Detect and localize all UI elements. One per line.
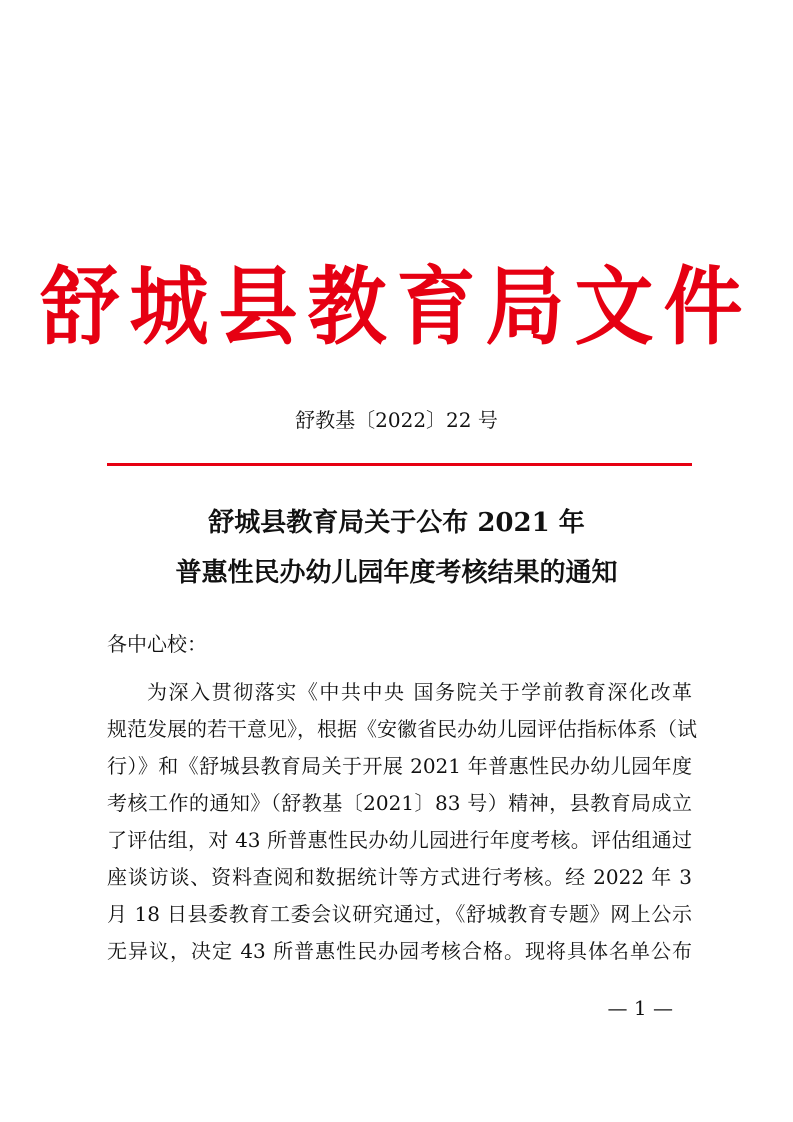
body-line: 考核工作的通知》（舒教基〔2021〕83 号）精神，县教育局成立	[107, 791, 692, 815]
body-line: 规范发展的若干意见》，根据《安徽省民办幼儿园评估指标体系（试	[107, 717, 697, 741]
document-masthead: 舒城县教育局文件	[40, 256, 753, 358]
notice-title-line-2: 普惠性民办幼儿园年度考核结果的通知	[175, 558, 618, 588]
page-number: — 1 —	[607, 996, 673, 1020]
body-line: 无异议，决定 43 所普惠性民办园考核合格。现将具体名单公布	[107, 939, 692, 963]
body-line: 了评估组，对 43 所普惠性民办幼儿园进行年度考核。评估组通过	[107, 828, 692, 852]
document-number: 舒教基〔2022〕22 号	[295, 408, 498, 432]
body-line: 为深入贯彻落实《中共中央 国务院关于学前教育深化改革	[147, 680, 692, 704]
body-line: 座谈访谈、资料查阅和数据统计等方式进行考核。经 2022 年 3	[107, 865, 692, 889]
body-line: 月 18 日县委教育工委会议研究通过，《舒城教育专题》网上公示	[107, 902, 692, 926]
salutation: 各中心校：	[107, 632, 207, 656]
body-line: 行）》和《舒城县教育局关于开展 2021 年普惠性民办幼儿园年度	[107, 754, 692, 778]
red-separator-line	[107, 463, 692, 466]
notice-title-line-1: 舒城县教育局关于公布 2021 年	[208, 508, 585, 538]
